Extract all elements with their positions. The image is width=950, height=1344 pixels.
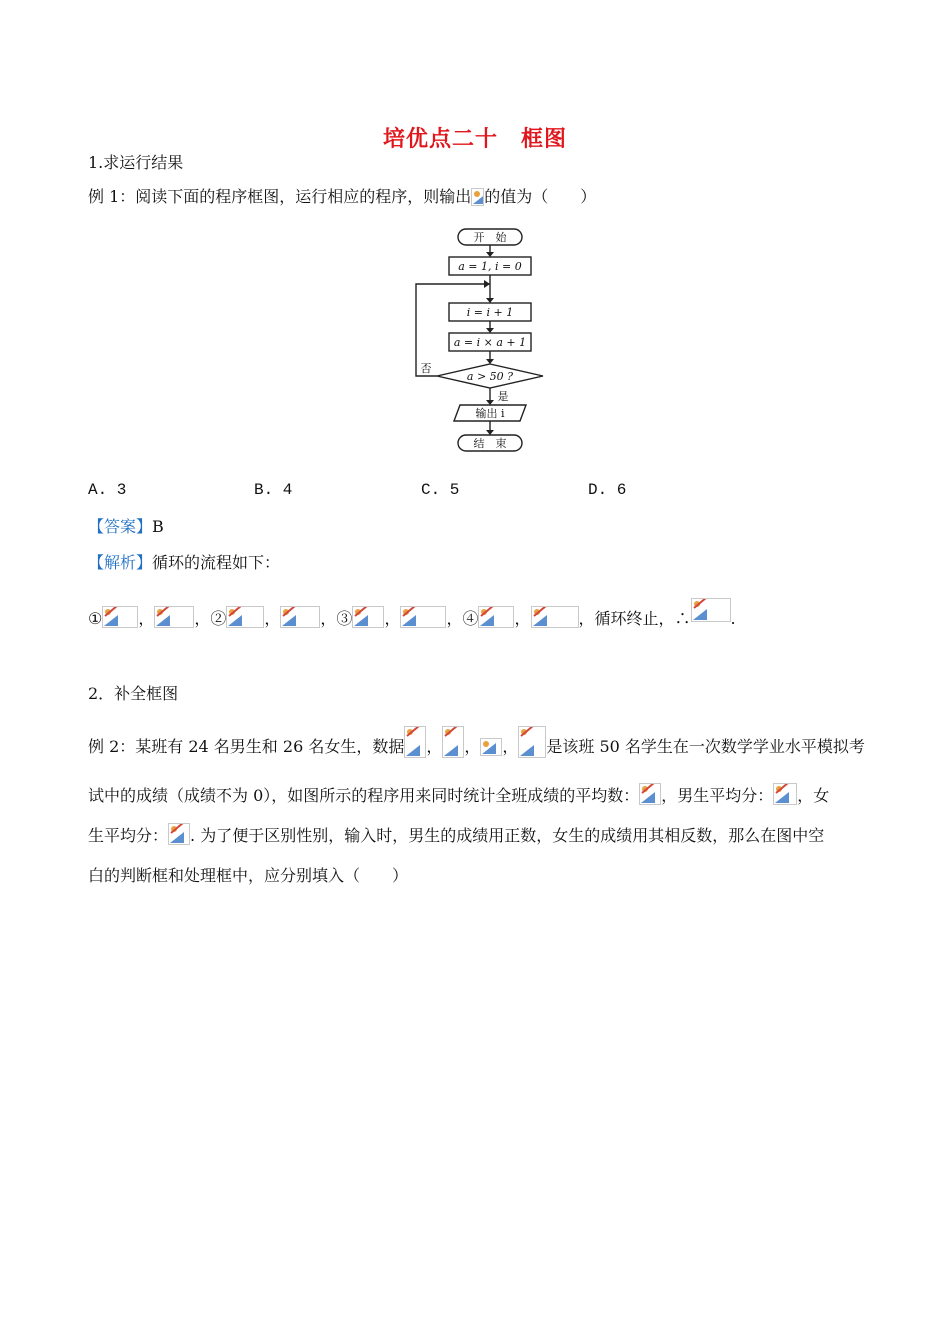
option-d: D. 6 [588, 481, 627, 499]
analysis-line [88, 552, 280, 574]
flowchart-diagram [400, 222, 560, 462]
answer-line [88, 516, 164, 538]
flowchart-no-label: 否 [420, 362, 432, 375]
example-1-text [88, 186, 596, 208]
example-2-text-d: ，男生平均分： [661, 786, 774, 805]
broken-image-icon [480, 738, 502, 756]
answer-value: B [152, 517, 164, 536]
comma: ， [384, 609, 401, 628]
broken-image-icon [102, 606, 138, 628]
example-2-line-3 [88, 823, 824, 847]
broken-image-icon [518, 726, 546, 758]
example-2-text-f: 生平均分： [88, 826, 169, 845]
broken-image-icon [773, 783, 797, 805]
example-2-text-c: 试中的成绩（成绩不为 0），如图所示的程序用来同时统计全班成绩的平均数： [88, 786, 640, 805]
broken-image-icon [280, 606, 320, 628]
option-c: C. 5 [421, 481, 460, 499]
section-2-heading: 2．补全框图 [88, 684, 179, 703]
option-a: A. 3 [88, 481, 127, 499]
loop-step-2-marker: ② [210, 609, 227, 628]
example-2-text-b: 是该班 50 名学生在一次数学学业水平模拟考 [546, 737, 865, 756]
example-2-text-e: ，女 [797, 786, 830, 805]
comma: ， [138, 609, 155, 628]
example-2-text-g: . 为了便于区别性别，输入时，男生的成绩用正数，女生的成绩用其相反数，那么在图中空 [190, 826, 825, 845]
broken-image-icon [226, 606, 264, 628]
comma: ， [502, 737, 519, 756]
flowchart-yes-label: 是 [497, 390, 509, 403]
flowchart-output-label: 输出 i [475, 407, 505, 420]
broken-image-icon [352, 606, 384, 628]
comma: ， [446, 609, 463, 628]
option-b: B. 4 [254, 481, 293, 499]
broken-image-icon [168, 823, 190, 845]
loop-end-text: ，循环终止， [578, 609, 675, 628]
analysis-tag: 【解析】 [88, 553, 153, 572]
example-2-line-1 [88, 726, 865, 758]
loop-steps-line [88, 598, 736, 630]
broken-image-icon [400, 606, 446, 628]
example-2-line-4: 白的判断框和处理框中，应分别填入（ ） [88, 866, 409, 885]
comma: ， [514, 609, 531, 628]
section-1-heading: 1.求运行结果 [88, 153, 184, 172]
example-2-line-2 [88, 783, 829, 807]
comma: ， [320, 609, 337, 628]
broken-image-icon [471, 188, 484, 206]
loop-step-1-marker: ① [88, 609, 103, 628]
broken-image-icon [531, 606, 579, 628]
example-2-text-a: 例 2：某班有 24 名男生和 26 名女生，数据 [88, 737, 405, 756]
period: . [730, 609, 736, 628]
page-title: 培优点二十 框图 [382, 127, 567, 152]
comma: ， [426, 737, 443, 756]
answer-tag: 【答案】 [88, 517, 153, 536]
analysis-text: 循环的流程如下： [152, 553, 281, 572]
broken-image-icon [639, 783, 661, 805]
therefore-symbol: ∴ [674, 609, 691, 628]
example-1-prefix: 例 1：阅读下面的程序框图，运行相应的程序，则输出 [88, 187, 472, 206]
comma: ， [464, 737, 481, 756]
loop-step-3-marker: ③ [336, 609, 353, 628]
flowchart-condition-label: a > 50 ? [466, 370, 514, 383]
broken-image-icon [478, 606, 514, 628]
comma: ， [264, 609, 281, 628]
broken-image-icon [404, 726, 426, 758]
broken-image-icon [691, 598, 731, 622]
broken-image-icon [442, 726, 464, 758]
flowchart-step-a-label: a = i × a + 1 [453, 336, 527, 349]
flowchart-init-label: a = 1, i = 0 [458, 260, 522, 273]
flowchart-end-label: 结 束 [473, 437, 507, 450]
flowchart-step-i-label: i = i + 1 [466, 306, 514, 319]
comma: ， [194, 609, 211, 628]
example-1-suffix: 的值为（ ） [484, 187, 597, 206]
loop-step-4-marker: ④ [462, 609, 479, 628]
broken-image-icon [154, 606, 194, 628]
flowchart-start-label: 开 始 [473, 231, 507, 244]
